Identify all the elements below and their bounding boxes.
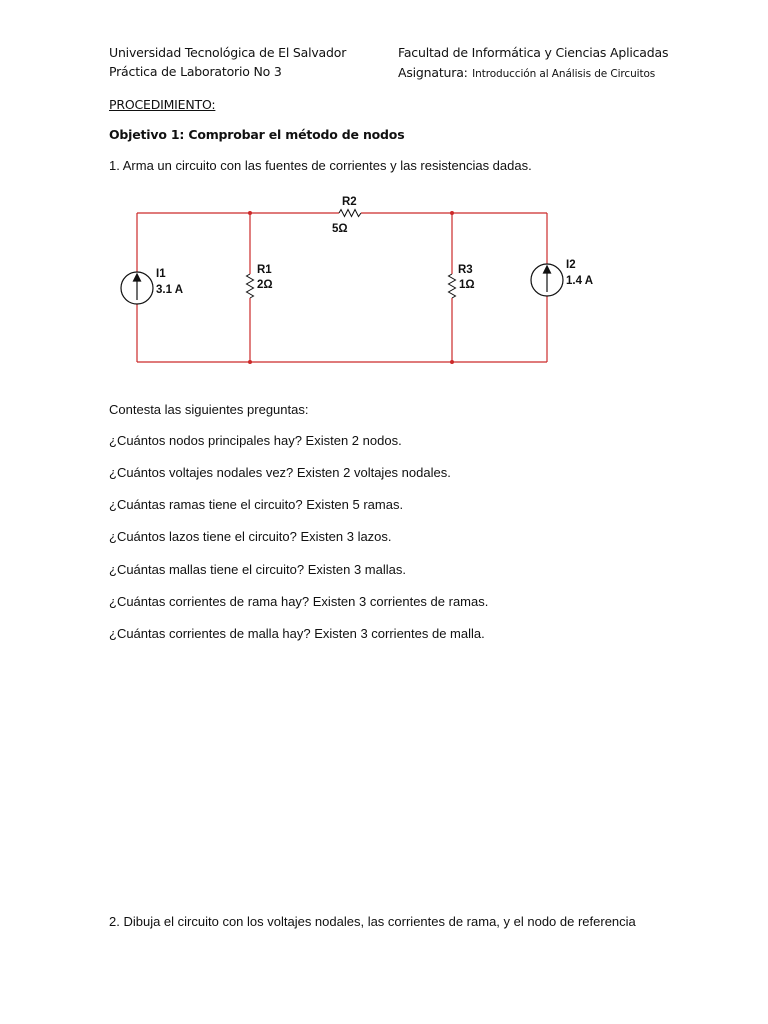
current-source-i1-symbol bbox=[121, 272, 153, 304]
procedure-title: PROCEDIMIENTO: bbox=[109, 97, 216, 112]
circuit-diagram bbox=[0, 0, 768, 400]
resistor-r1-symbol bbox=[247, 274, 254, 298]
question-item: ¿Cuántos nodos principales hay? Existen 2 nodos. bbox=[109, 433, 402, 448]
r3-value: 1Ω bbox=[459, 279, 475, 291]
r1-value: 2Ω bbox=[257, 279, 273, 291]
header-subject-label: Asignatura: bbox=[398, 65, 468, 80]
r2-value: 5Ω bbox=[332, 223, 348, 235]
i1-value: 3.1 A bbox=[156, 284, 184, 296]
circuit-wires bbox=[137, 213, 547, 362]
r3-name: R3 bbox=[458, 264, 473, 276]
resistor-r2-symbol bbox=[339, 210, 361, 217]
header-subject: Introducción al Análisis de Circuitos bbox=[472, 68, 656, 80]
node-dot bbox=[248, 211, 252, 215]
header-university: Universidad Tecnológica de El Salvador bbox=[109, 45, 347, 60]
question-item: ¿Cuántas mallas tiene el circuito? Existen 3 mallas. bbox=[109, 562, 406, 577]
questions-intro: Contesta las siguientes preguntas: bbox=[109, 402, 309, 417]
question-item: ¿Cuántos voltajes nodales vez? Existen 2 voltajes nodales. bbox=[109, 465, 451, 480]
node-dot bbox=[450, 360, 454, 364]
node-dot bbox=[450, 211, 454, 215]
node-dot bbox=[248, 360, 252, 364]
i1-name: I1 bbox=[156, 268, 166, 280]
question-item: ¿Cuántas ramas tiene el circuito? Existen 5 ramas. bbox=[109, 497, 404, 512]
step-2-text: 2. Dibuja el circuito con los voltajes nodales, las corrientes de rama, y el nodo de referencia bbox=[109, 914, 636, 929]
current-source-i2-symbol bbox=[531, 264, 563, 296]
question-item: ¿Cuántos lazos tiene el circuito? Existen 3 lazos. bbox=[109, 529, 392, 544]
i2-value: 1.4 A bbox=[566, 275, 594, 287]
r2-name: R2 bbox=[342, 196, 357, 208]
question-item: ¿Cuántas corrientes de rama hay? Existen 3 corrientes de ramas. bbox=[109, 594, 489, 609]
step-1-text: 1. Arma un circuito con las fuentes de corrientes y las resistencias dadas. bbox=[109, 158, 532, 173]
i2-name: I2 bbox=[566, 259, 576, 271]
question-item: ¿Cuántas corrientes de malla hay? Existen 3 corrientes de malla. bbox=[109, 626, 485, 641]
objective-text: Comprobar el método de nodos bbox=[188, 127, 405, 142]
objective-label: Objetivo 1: bbox=[109, 127, 185, 142]
r1-name: R1 bbox=[257, 264, 272, 276]
header-practice: Práctica de Laboratorio No 3 bbox=[109, 64, 282, 79]
header-faculty: Facultad de Informática y Ciencias Aplicadas bbox=[398, 45, 669, 60]
resistor-r3-symbol bbox=[449, 274, 456, 298]
